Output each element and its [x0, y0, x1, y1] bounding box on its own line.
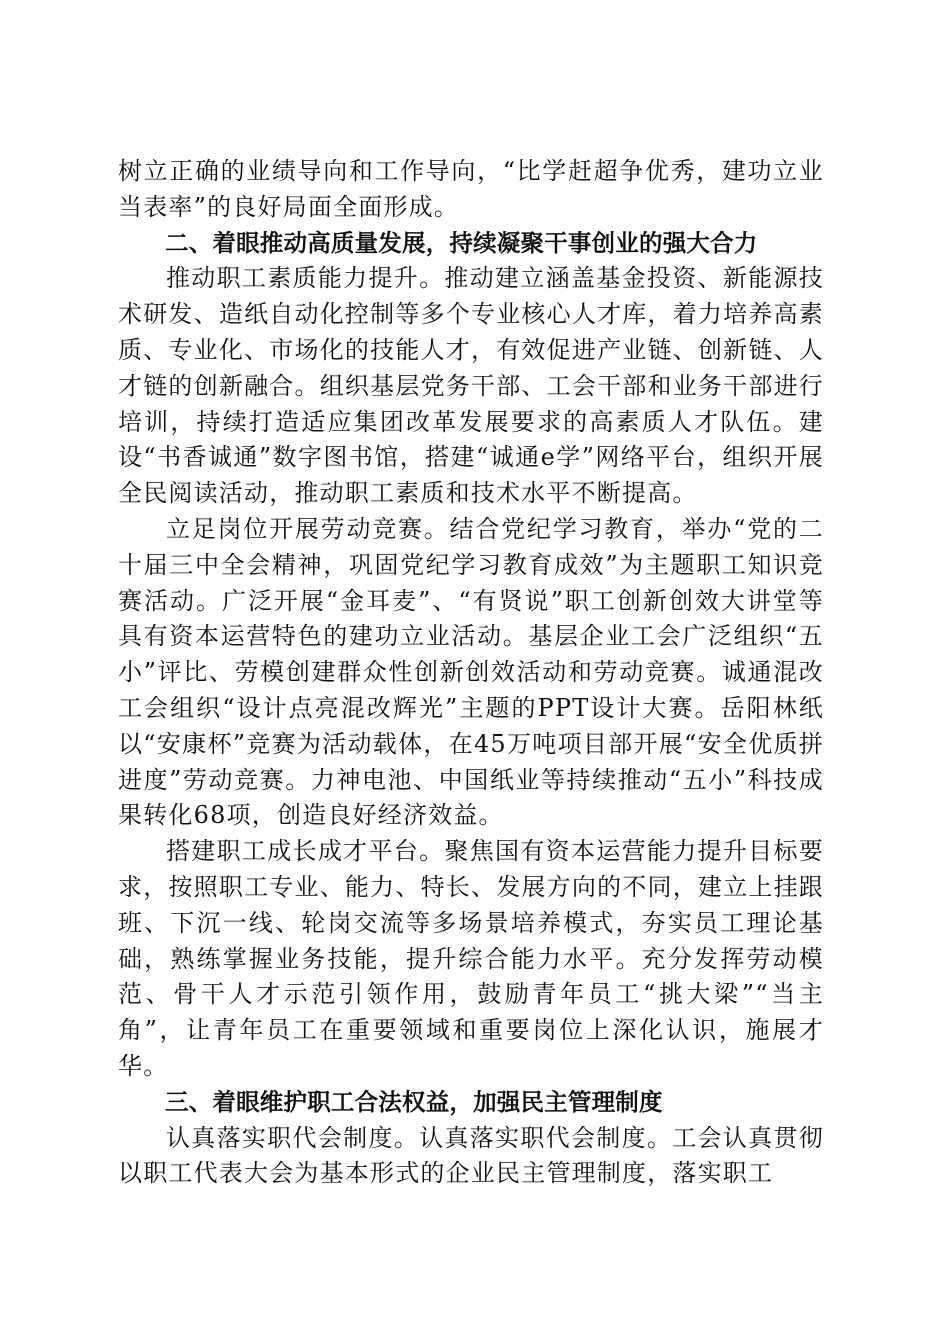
paragraph-intro-continuation: 树立正确的业绩导向和工作导向，“比学赶超争优秀，建功立业当表率”的良好局面全面形成。 [118, 157, 824, 221]
paragraph-workers-congress: 认真落实职代会制度。认真落实职代会制度。工会认真贯彻以职工代表大会为基本形式的企业民主管理制度，落实职工 [118, 1123, 824, 1188]
section-heading-2: 二、着眼推动高质量发展，持续凝聚干事创业的强大合力 [165, 228, 758, 257]
document-page [118, 154, 824, 1192]
paragraph-labor-competition: 立足岗位开展劳动竞赛。结合党纪学习教育，举办“党的二十届三中全会精神，巩固党纪学习教育成效”为主题职工知识竞赛活动。广泛开展“金耳麦”、“有贤说”职工创新创效大讲堂等具有资本运营特色的建功立业活动。基层企业工会广泛组织“五小”评比、劳模创建群众性创新创效活动和劳动竞赛。诚通混改工会组织“设计点亮混改辉光”主题的PPT设计大赛。岳阳林纸以“安康杯”竞赛为活动载体，在45万吨项目部开展“安全优质拼进度”劳动竞赛。力神电池、中国纸业等持续推动“五小”科技成果转化68项，创造良好经济效益。 [118, 514, 824, 830]
paragraph-talent-development: 推动职工素质能力提升。推动建立涵盖基金投资、新能源技术研发、造纸自动化控制等多个专业核心人才库，着力培养高素质、专业化、市场化的技能人才，有效促进产业链、创新链、人才链的创新融合。组织基层党务干部、工会干部和业务干部进行培训，持续打造适应集团改革发展要求的高素质人才队伍。建设“书香诚通”数字图书馆，搭建“诚通e学”网络平台，组织开展全民阅读活动，推动职工素质和技术水平不断提高。 [118, 264, 824, 508]
section-heading-3: 三、着眼维护职工合法权益，加强民主管理制度 [165, 1087, 663, 1116]
paragraph-growth-platform: 搭建职工成长成才平台。聚焦国有资本运营能力提升目标要求，按照职工专业、能力、特长、发展方向的不同，建立上挂跟班、下沉一线、轮岗交流等多场景培养模式，夯实员工理论基础，熟练掌握业务技能，提升综合能力水平。充分发挥劳动模范、骨干人才示范引领作用，鼓励青年员工“挑大梁”“当主角”，让青年员工在重要领域和重要岗位上深化认识，施展才华。 [118, 837, 824, 1080]
